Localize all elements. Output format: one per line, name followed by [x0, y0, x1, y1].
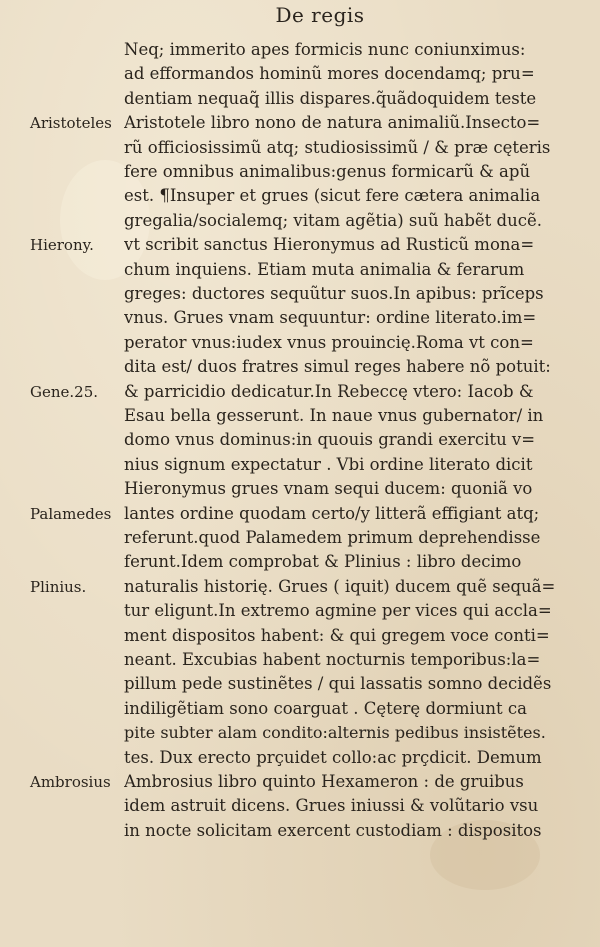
- text-line: idem astruit dicens. Grues iniussi & volũtario vsu: [124, 796, 539, 816]
- text-line: perator vnus:iudex vnus prouincię.Roma vt con=: [124, 332, 534, 352]
- text-line: rũ officiosissimũ atq; studiosissimũ / & præ cęteris: [124, 137, 551, 157]
- text-line: dentiam nequaq̃ illis dispares.q̃uãdoquidem teste: [124, 88, 537, 108]
- text-line: Esau bella gesserunt. In naue vnus gubernator/ in: [124, 406, 544, 425]
- text-line: lantes ordine quodam certo/y litterã effigiant atq;: [124, 503, 540, 523]
- text-line: domo vnus dominus:in quouis grandi exercitu v=: [124, 430, 536, 450]
- text-line: vt scribit sanctus Hieronymus ad Rusticũ mona=: [124, 235, 535, 255]
- text-line: ad efformandos hominũ mores docendamq; pru=: [124, 64, 535, 84]
- text-line: nius signum expectatur . Vbi ordine literato dicit: [124, 454, 533, 474]
- text-line: tur eligunt.In extremo agmine per vices qui accla=: [124, 601, 552, 621]
- text-line: in nocte solicitam exercent custodiam : dispositos: [124, 820, 542, 840]
- text-line: fere omnibus animalibus:genus formicarũ & apũ: [124, 162, 531, 181]
- text-line: Aristotele libro nono de natura animaliũ.Insecto=: [124, 113, 541, 133]
- margin-note: Gene.25.: [30, 382, 99, 401]
- text-line: greges: ductores sequũtur suos.In apibus: prĩceps: [124, 284, 544, 303]
- text-line: Hieronymus grues vnam sequi ducem: quoniã vo: [124, 479, 533, 499]
- text-line: ment dispositos habent: & qui gregem voce conti=: [124, 625, 550, 645]
- margin-note: Ambrosius: [30, 773, 111, 791]
- text-line: gregalia/socialemq; vitam agẽtia) suũ habẽt ducẽ.: [124, 210, 542, 230]
- margin-note: Hierony.: [30, 236, 94, 255]
- text-line: indiligẽtiam sono coarguat . Cęterę dormiunt ca: [124, 698, 527, 718]
- text-line: Neq; immerito apes formicis nunc coniunximus:: [124, 40, 526, 59]
- text-line: ferunt.Idem comprobat & Plinius : libro decimo: [124, 552, 522, 572]
- text-line: & parricidio dedicatur.In Rebeccę vtero: Iacob &: [124, 381, 534, 401]
- running-title: De regis: [275, 3, 365, 27]
- text-line: naturalis historię. Grues ( iquit) ducem quẽ sequã=: [124, 576, 556, 596]
- text-line: chum inquiens. Etiam muta animalia & ferarum: [124, 259, 525, 279]
- text-line: dita est/ duos fratres simul reges habere nõ potuit:: [124, 357, 551, 377]
- text-line: referunt.quod Palamedem primum deprehendisse: [124, 528, 541, 547]
- text-line: est. ¶Insuper et grues (sicut fere cætera animalia: [124, 186, 541, 206]
- text-line: Ambrosius libro quinto Hexameron : de gruibus: [124, 772, 524, 791]
- text-line: neant. Excubias habent nocturnis temporibus:la=: [124, 650, 541, 669]
- text-line: tes. Dux erecto prçuidet collo:ac prçdicit. Demum: [124, 747, 542, 767]
- text-line: pite subter alam condito:alternis pedibus insistẽtes.: [124, 723, 546, 743]
- margin-note: Plinius.: [30, 577, 87, 596]
- text-line: vnus. Grues vnam sequuntur: ordine literato.im=: [124, 308, 537, 328]
- margin-note: Aristoteles: [30, 114, 112, 133]
- text-line: pillum pede sustinẽtes / qui lassatis somno decidẽs: [124, 674, 552, 694]
- margin-note: Palamedes: [30, 504, 112, 523]
